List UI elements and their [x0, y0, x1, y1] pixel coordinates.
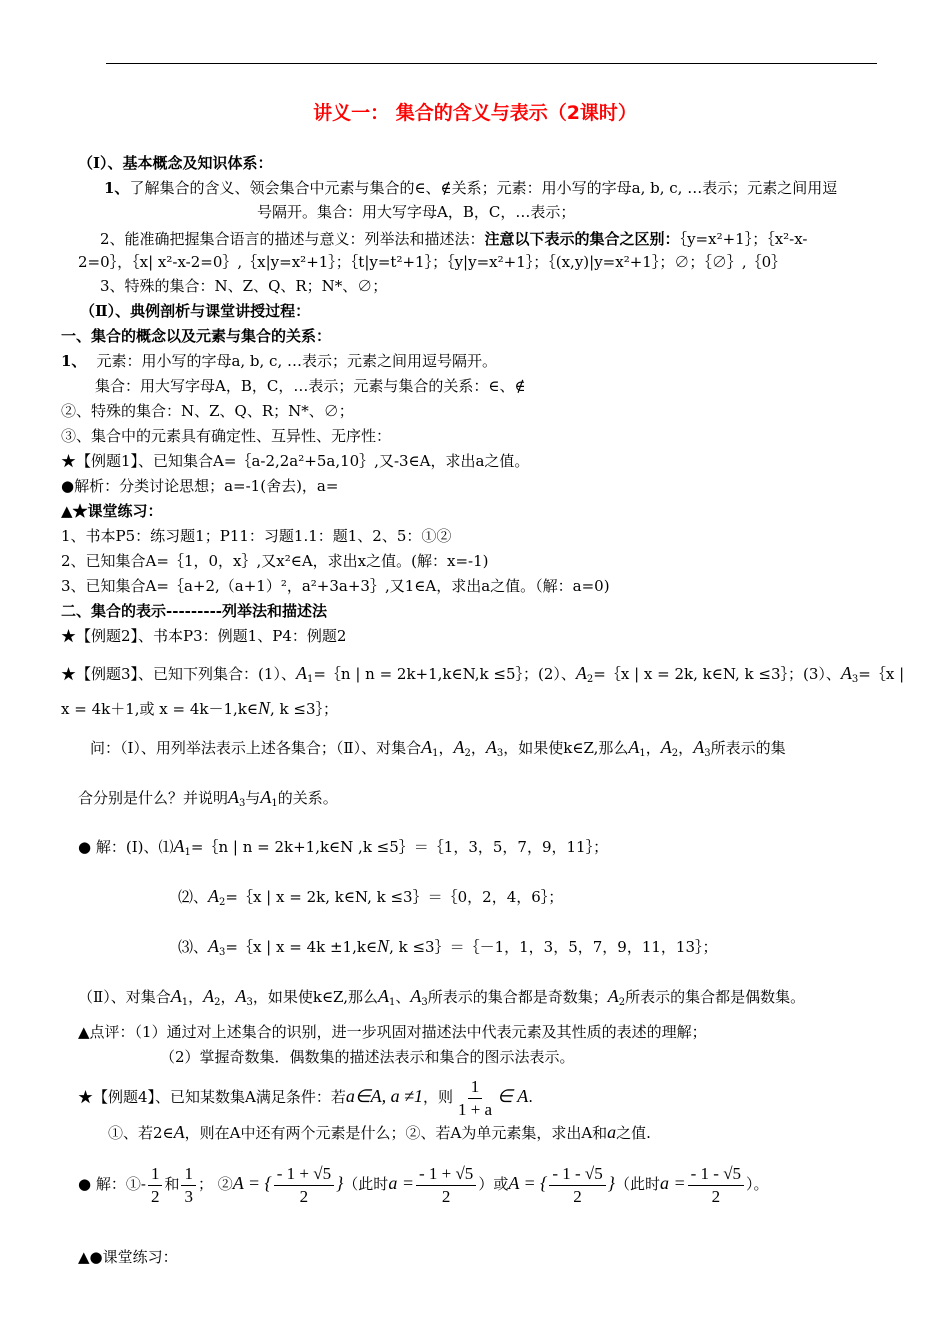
page-title: 讲义一： 集合的含义与表示（2课时）: [313, 102, 637, 124]
solution-line-3: ⑶、$A_3=\{x$ | x = 4k ±1,k∈N, k ≤3｝＝｛－1，1，3，5，7，9，11，13｝；: [178, 936, 718, 958]
example-2: ★【例题2】、书本P3：例题1、P4：例题2: [61, 627, 347, 645]
fraction: $\frac{1}{1 + a}$: [457, 1076, 493, 1119]
fraction: $\frac{- 1 - √5}{2}$: [688, 1163, 744, 1208]
section-heading-4: 二、集合的表示---------列举法和描述法: [61, 602, 328, 620]
fraction: $\frac{- 1 + √5}{2}$: [274, 1163, 334, 1208]
text-line: ③、集合中的元素具有确定性、互异性、无序性：: [61, 427, 392, 445]
section-heading-2: （Ⅱ）、典例剖析与课堂讲授过程：: [80, 302, 311, 320]
question-line: 合分别是什么？并说明$A_3$与$A_1$的关系。: [78, 787, 338, 809]
text-line: 2、能准确把握集合语言的描述与意义：列举法和描述法：注意以下表示的集合之区别：｛y=x²+1｝；｛x²-x-: [100, 230, 808, 248]
text-line: 1、了解集合的含义、领会集合中元素与集合的∈、∉关系；元素：用小写的字母a, b, c, …表示；元素之间用逗: [104, 179, 838, 197]
section-heading-3: 一、集合的概念以及元素与集合的关系：: [61, 327, 332, 345]
solution-line-2: ⑵、$A_2=\{x$ | x = 2k, k∈N, k ≤3｝＝｛0，2，4，6｝；: [178, 886, 564, 908]
fraction: $\frac{- 1 - √5}{2}$: [549, 1163, 605, 1208]
solution-line-4: （Ⅱ）、对集合$A_1$，$A_2$，$A_3$，如果使k∈Z,那么$A_1$、$A_3$所表示的集合都是奇数集；$A_2$所表示的集合都是偶数集。: [78, 986, 806, 1008]
example-3: ★【例题3】、已知下列集合：(1）、$A_1=\{n$ | n = 2k+1,k∈N,k ≤5｝；(2）、$A_2=\{x$ | x = 2k, k∈N, k ≤3｝；(3）、$A_3=\{x$ |: [61, 663, 905, 685]
text-line: 号隔开。集合：用大写字母A，B，C，…表示；: [257, 203, 576, 221]
text-line: 2、已知集合A=｛1，0，x｝,又x²∈A，求出x之值。(解：x=-1): [61, 552, 489, 570]
practice-heading-2: ▲●课堂练习：: [78, 1248, 178, 1266]
answer-line: ● 解：①- $\frac{1}{2}$ 和 $\frac{1}{3}$ ； ②A = { $\frac{- 1 + √5}{2}$ }（此时a = $\frac{- 1 + √5}{2}$ ）或A = { $\frac{- 1 - √5}{2}$ }（此时a = $\frac{- 1 - √5}{2}$ ）。: [78, 1163, 769, 1206]
fraction: $\frac{- 1 + √5}{2}$: [416, 1163, 476, 1208]
example-4: ★【例题4】、已知某数集A满足条件：若a∈A, a ≠1，则 $\frac{1}{1 + a}$ ∈ A.: [78, 1076, 534, 1119]
text-line: 1、书本P5：练习题1；P11：习题1.1：题1、2、5：①②: [61, 527, 452, 545]
fraction: $\frac{1}{2}$: [148, 1163, 163, 1208]
fraction: $\frac{1}{3}$: [181, 1163, 196, 1208]
text-line: 3、特殊的集合：N、Z、Q、R；N*、∅；: [100, 277, 388, 295]
text-line: 集合：用大写字母A，B，C，…表示；元素与集合的关系：∈、∉: [95, 377, 526, 395]
example-4-questions: ①、若2∈A，则在A中还有两个元素是什么；②、若A为单元素集，求出A和a之值.: [108, 1122, 651, 1142]
solution-line-1: ● 解：(Ⅰ)、$⑴A_1=\{n$ | n = 2k+1,k∈N ,k ≤5｝＝｛1，3，5，7，9，11｝；: [78, 836, 609, 858]
practice-heading: ▲★课堂练习：: [61, 502, 163, 520]
comment-line-1: ▲点评：（1）通过对上述集合的识别，进一步巩固对描述法中代表元素及其性质的表述的理解；: [78, 1023, 707, 1041]
question-line: 问：（Ⅰ）、用列举法表示上述各集合；（Ⅱ）、对集合$A_1$，$A_2$，$A_3$，如果使k∈Z,那么$A_1$，$A_2$，$A_3$所表示的集: [90, 737, 786, 759]
text-line: 2=0｝，｛x| x²-x-2=0｝,｛x|y=x²+1｝；｛t|y=t²+1｝；｛y|y=x²+1｝；｛(x,y)|y=x²+1｝；∅；｛∅｝,｛0｝: [78, 253, 787, 271]
text-line: 1、 元素：用小写的字母a, b, c, …表示；元素之间用逗号隔开。: [61, 352, 497, 370]
text-line: 3、已知集合A=｛a+2,（a+1）²，a²+3a+3｝,又1∈A，求出a之值。（解：a=0): [61, 577, 610, 595]
analysis-line: ●解析：分类讨论思想；a=-1(舍去)，a=: [61, 477, 339, 495]
comment-line-2: （2）掌握奇数集．偶数集的描述法表示和集合的图示法表示。: [160, 1048, 575, 1066]
text-line: ②、特殊的集合：N、Z、Q、R；N*、∅；: [61, 402, 354, 420]
header-rule: [106, 63, 877, 64]
section-heading-1: （Ⅰ）、基本概念及知识体系：: [78, 154, 273, 172]
text-line: x = 4k＋1,或 x = 4k－1,k∈N, k ≤3｝；: [61, 698, 339, 718]
example-1: ★【例题1】、已知集合A=｛a-2,2a²+5a,10｝,又-3∈A，求出a之值。: [61, 452, 530, 470]
